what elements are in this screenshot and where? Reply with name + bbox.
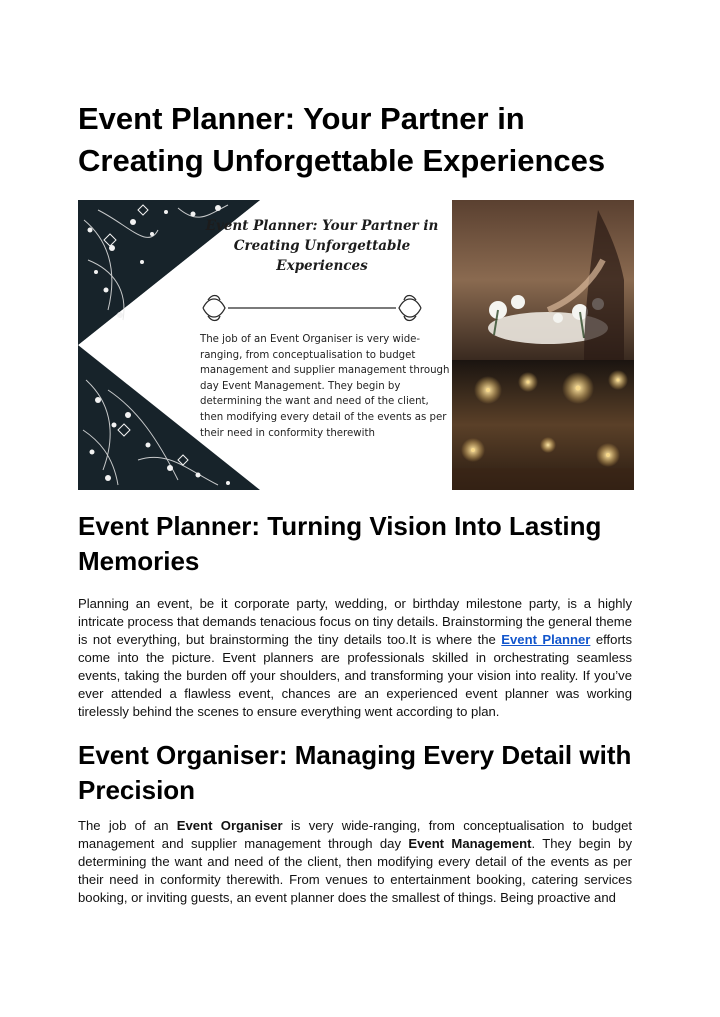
paragraph-text: . They begin by determining the want and need of the client, then modifying every detail of the events as per their need in conformity therewith. From venues to entertainment booking, catering services booking, or inviting guests, an event planner does the smallest of things. Being proactive and [78, 836, 632, 905]
paragraph-text: is very wide-ranging, from conceptualisation to budget management and supplier management through day [78, 818, 633, 851]
page-title: Event Planner: Your Partner in Creating Unforgettable Experiences [78, 101, 606, 178]
section-heading-event-organiser: Event Organiser: Managing Every Detail with Precision [78, 740, 632, 805]
divider-ornament-icon [203, 296, 421, 321]
paragraph-text: The job of an [78, 818, 177, 833]
bold-term-event-organiser: Event Organiser [176, 818, 283, 833]
hero-text: The job of an Event Organiser is very wide-ranging, from conceptualisation to budget management and supplier management through day Event Management. They begin by determining the want and need of the client, then modifying every detail of the events as per their need in conformity therewith [200, 334, 450, 439]
hero-image [78, 200, 634, 490]
bold-term-event-management: Event Management [408, 836, 532, 851]
section-paragraph-event-planner [78, 595, 632, 721]
section-paragraph-event-organiser [78, 817, 632, 907]
paragraph-text: efforts come into the picture. Event planners are professionals skilled in orchestrating seamless events, taking the burden off your shoulders, and transforming your vision into reality. If you’ve ever attended a flawless event, chances are an experienced event planner was working tirelessly behind the scenes to ensure everything went according to plan. [78, 632, 632, 719]
section-heading-event-planner: Event Planner: Turning Vision Into Lasting Memories [78, 511, 602, 576]
event-planner-link[interactable]: Event Planner [501, 632, 591, 647]
hero-title: Event Planner: Your Partner in Creating Unforgettable Experiences [205, 218, 439, 274]
paragraph-text: Planning an event, be it corporate party, wedding, or birthday milestone party, is a highly intricate process that demands tenacious focus on tiny details. Brainstorming the general theme is not everything, but brainstorming the tiny details too.It is where the [78, 596, 632, 647]
